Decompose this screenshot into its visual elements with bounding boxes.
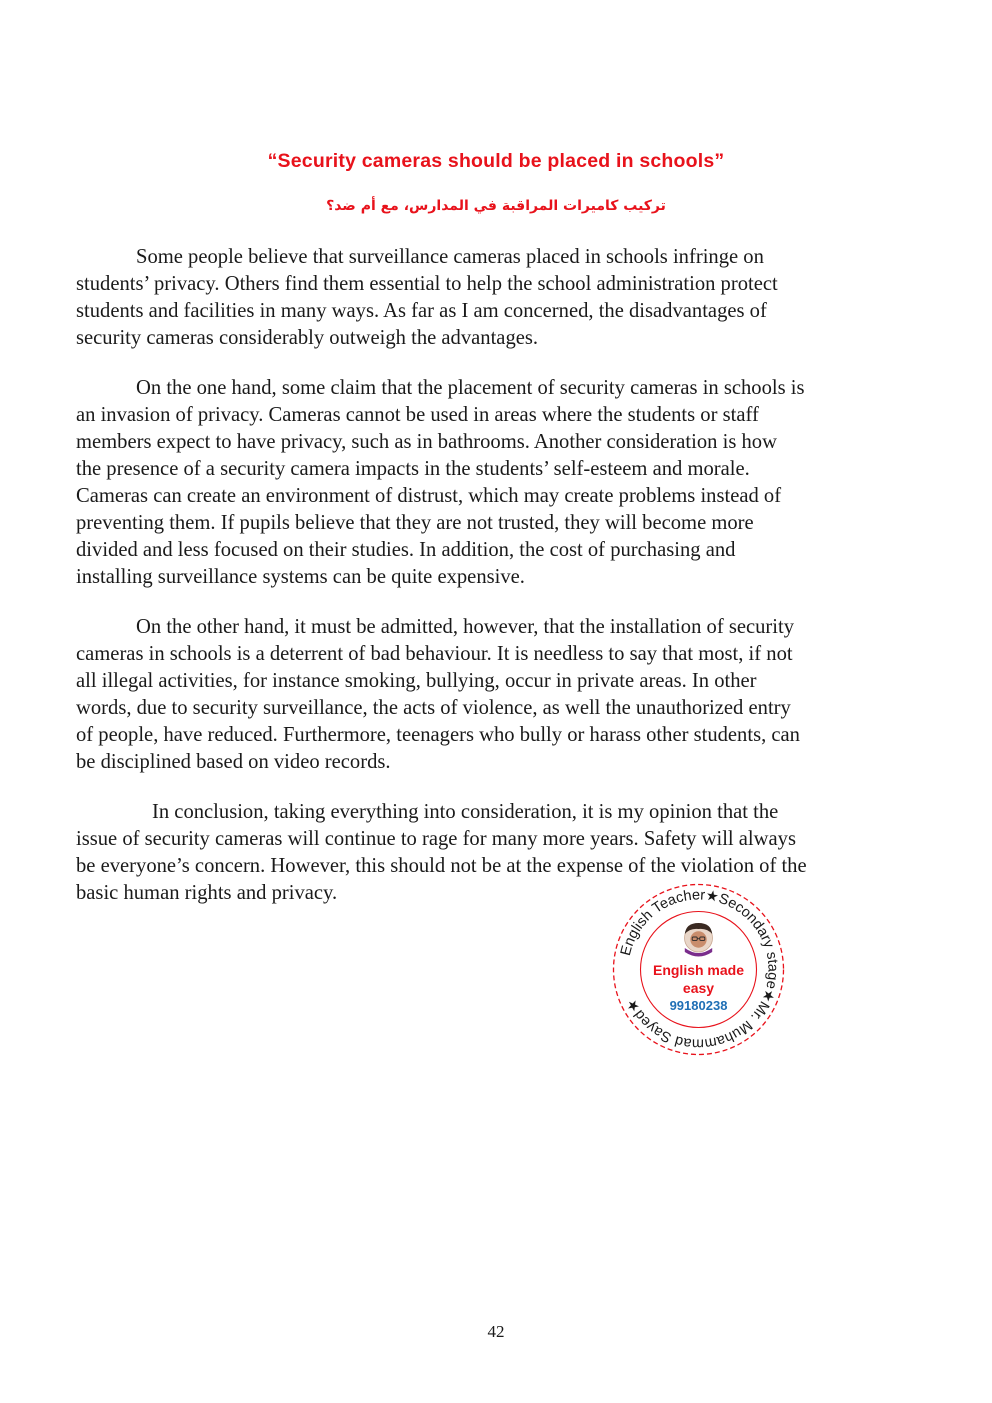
paragraph-intro [76,244,912,352]
text-line: cameras in schools is a deterrent of bad behaviour. It is needless to say that most, if not [76,643,793,665]
paragraph-advantages [76,614,912,776]
text-line: students’ privacy. Others find them essential to help the school administration protect [76,273,778,295]
stamp-ring-text: English Teacher★Secondary stage★Mr. Muhammad Sayed★ [617,887,781,1052]
text-line: On the other hand, it must be admitted, however, that the installation of security [136,616,795,638]
text-line: be everyone’s concern. However, this should not be at the expense of the violation of the [76,855,807,877]
text-line: installing surveillance systems can be quite expensive. [76,566,525,588]
essay-body [76,244,912,930]
paragraph-conclusion [76,799,912,907]
stamp-phone: 99180238 [669,998,728,1013]
stamp-graphic [611,882,786,1057]
text-line: Cameras can create an environment of distrust, which may create problems instead of [76,485,782,507]
text-line: On the one hand, some claim that the placement of security cameras in schools is [136,377,805,399]
text-line: basic human rights and privacy. [76,882,338,904]
text-line: students and facilities in many ways. As far as I am concerned, the disadvantages of [76,300,767,322]
page-number: 42 [487,1322,505,1341]
text-line: security cameras considerably outweigh the advantages. [76,327,539,349]
essay-title: “Security cameras should be placed in schools” [267,150,725,172]
text-line: issue of security cameras will continue to rage for many more years. Safety will always [76,828,796,850]
avatar-icon [685,923,713,957]
text-line: all illegal activities, for instance smoking, bullying, occur in private areas. In other [76,670,757,692]
text-line: preventing them. If pupils believe that they are not trusted, they will become more [76,512,754,534]
text-line: divided and less focused on their studies. In addition, the cost of purchasing and [76,539,736,561]
text-line: the presence of a security camera impacts in the students’ self-esteem and morale. [76,458,750,480]
text-line: Some people believe that surveillance cameras placed in schools infringe on [136,246,764,268]
essay-subtitle-arabic: تركيب كاميرات المراقبة في المدارس، مع أم ضد؟ [326,198,666,214]
stamp-line-2: easy [682,980,715,996]
text-line: be disciplined based on video records. [76,751,391,773]
text-line: an invasion of privacy. Cameras cannot be used in areas where the students or staff [76,404,759,426]
text-line: words, due to security surveillance, the acts of violence, as well the unauthorized entry [76,697,791,719]
text-line: members expect to have privacy, such as in bathrooms. Another consideration is how [76,431,777,453]
text-line: In conclusion, taking everything into consideration, it is my opinion that the [152,801,779,823]
paragraph-disadvantages [76,375,912,591]
text-line: of people, have reduced. Furthermore, teenagers who bully or harass other students, can [76,724,800,746]
stamp-line-1: English made [652,962,745,978]
teacher-stamp [611,882,786,1057]
